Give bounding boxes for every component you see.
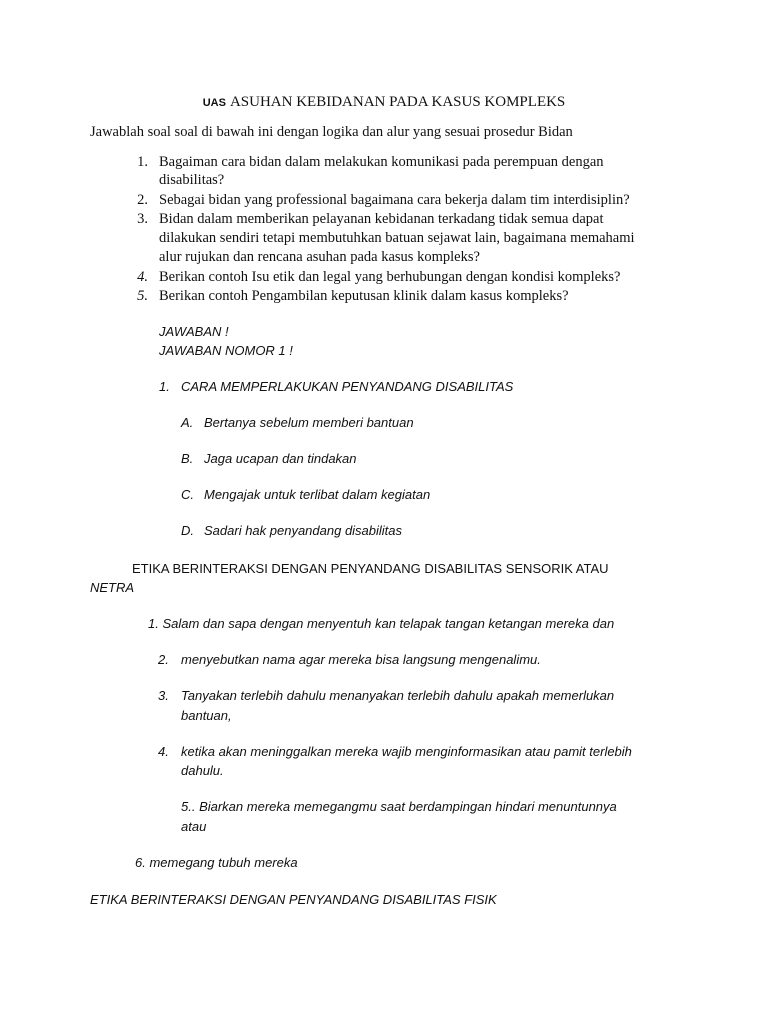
list-item: ketika akan meninggalkan mereka wajib menginformasikan atau pamit terlebih	[181, 744, 632, 759]
question-number: 4.	[137, 269, 148, 285]
question-number: 1.	[137, 154, 148, 170]
list-item: 5.. Biarkan mereka memegangmu saat berdampingan hindari menuntunnya	[181, 799, 617, 814]
question-text: Bidan dalam memberikan pelayanan kebidanan terkadang tidak semua dapat	[159, 211, 604, 227]
question-text: dilakukan sendiri tetapi membutuhkan batuan sejawat lain, bagaimana memahami	[159, 230, 635, 246]
list-item: Sadari hak penyandang disabilitas	[204, 523, 403, 538]
list-item: Jaga ucapan dan tindakan	[204, 451, 357, 466]
list-number: 2.	[158, 652, 169, 667]
list-letter: A.	[181, 415, 194, 430]
list-item-cont: bantuan,	[181, 708, 232, 723]
list-item-cont: atau	[181, 819, 207, 834]
list-letter: D.	[181, 523, 194, 538]
list-item: 1. Salam dan sapa dengan menyentuh kan telapak tangan ketangan mereka dan	[148, 616, 615, 631]
question-text: disabilitas?	[159, 172, 225, 188]
answer-heading: JAWABAN !	[159, 324, 229, 339]
question-text: Sebagai bidan yang professional bagaimana cara bekerja dalam tim interdisiplin?	[159, 192, 630, 208]
section1-title: CARA MEMPERLAKUKAN PENYANDANG DISABILITAS	[181, 379, 514, 394]
list-letter: C.	[181, 487, 194, 502]
title-text: ASUHAN KEBIDANAN PADA KASUS KOMPLEKS	[229, 94, 566, 110]
list-item-cont: dahulu.	[181, 763, 224, 778]
question-text: Berikan contoh Isu etik dan legal yang berhubungan dengan kondisi kompleks?	[159, 269, 621, 285]
section2-title-cont: NETRA	[90, 580, 135, 595]
instruction-text: Jawablah soal soal di bawah ini dengan logika dan alur yang sesuai prosedur Bidan	[90, 124, 573, 140]
section1-number: 1.	[159, 379, 170, 394]
question-number: 5.	[137, 288, 148, 304]
list-number: 3.	[158, 688, 169, 703]
list-item: Bertanya sebelum memberi bantuan	[204, 415, 414, 430]
question-text: Bagaiman cara bidan dalam melakukan komunikasi pada perempuan dengan	[159, 154, 604, 170]
list-item: Mengajak untuk terlibat dalam kegiatan	[204, 487, 431, 502]
list-item: menyebutkan nama agar mereka bisa langsung mengenalimu.	[181, 652, 541, 667]
section2-title: ETIKA BERINTERAKSI DENGAN PENYANDANG DISABILITAS SENSORIK ATAU	[132, 561, 609, 576]
question-number: 3.	[137, 211, 148, 227]
list-number: 4.	[158, 744, 169, 759]
list-letter: B.	[181, 451, 194, 466]
question-number: 2.	[137, 192, 148, 208]
title-tag: UAS	[202, 97, 226, 109]
section3-title: ETIKA BERINTERAKSI DENGAN PENYANDANG DISABILITAS FISIK	[90, 892, 497, 907]
list-item: Tanyakan terlebih dahulu menanyakan terlebih dahulu apakah memerlukan	[181, 688, 615, 703]
question-text: alur rujukan dan rencana asuhan pada kasus kompleks?	[159, 249, 480, 265]
question-text: Berikan contoh Pengambilan keputusan klinik dalam kasus kompleks?	[159, 288, 569, 304]
document-title	[0, 93, 768, 112]
list-item: 6. memegang tubuh mereka	[135, 855, 298, 870]
answer-subheading: JAWABAN NOMOR 1 !	[159, 343, 293, 358]
